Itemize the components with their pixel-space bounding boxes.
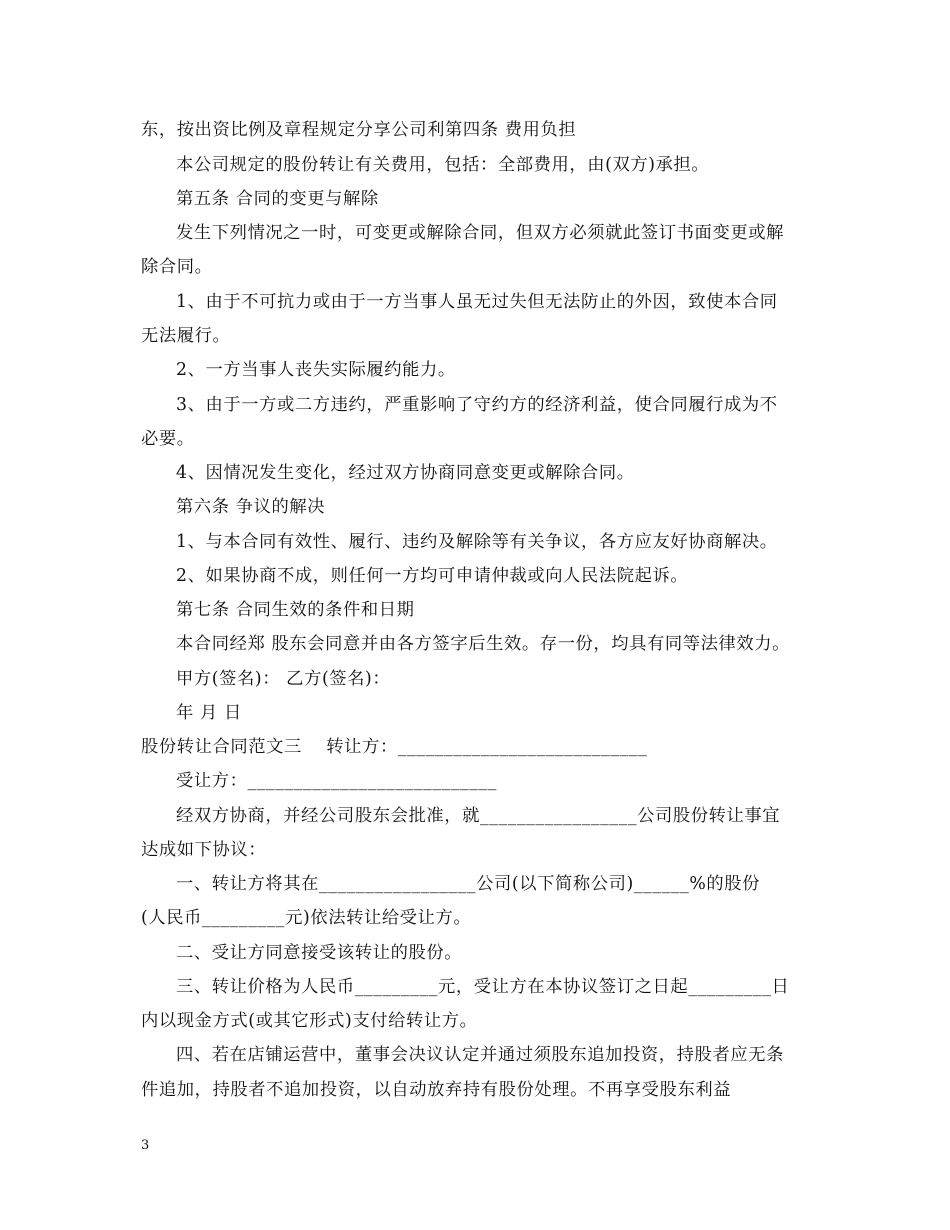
text-line: 内以现金方式(或其它形式)支付给转让方。	[141, 1011, 478, 1031]
text-line: 四、若在店铺运营中，董事会决议认定并通过须股东追加投资，持股者应无条	[176, 1045, 784, 1065]
text-line: 第六条 争议的解决	[176, 497, 326, 517]
text-line: 1、与本合同有效性、履行、违约及解除等有关争议，各方应友好协商解决。	[176, 532, 778, 552]
text-line: 甲方(签名)： 乙方(签名)：	[176, 669, 391, 689]
text-line: 股份转让合同范文三 转让方：___________________________	[141, 737, 648, 757]
text-line: 东，按出资比例及章程规定分享公司利第四条 费用负担	[141, 120, 577, 140]
text-line: 3、由于一方或二方违约，严重影响了守约方的经济利益，使合同履行成为不	[176, 395, 778, 415]
text-line: 4、因情况发生变化，经过双方协商同意变更或解除合同。	[176, 463, 635, 483]
text-line: 第五条 合同的变更与解除	[176, 189, 379, 209]
text-line: 本合同经郑 股东会同意并由各方签字后生效。存一份，均具有同等法律效力。	[176, 634, 791, 654]
text-line: 件追加，持股者不追加投资，以自动放弃持有股份处理。不再享受股东利益	[141, 1080, 732, 1100]
text-line: 一、转让方将其在_________________公司(以下简称公司)______%的股份	[176, 874, 760, 894]
text-line: 2、一方当事人丧失实际履约能力。	[176, 360, 456, 380]
text-line: 经双方协商，并经公司股东会批准，就_________________公司股份转让事宜	[176, 806, 781, 826]
text-line: 除合同。	[141, 257, 213, 277]
text-line: 年 月 日	[176, 703, 242, 723]
text-line: 三、转让价格为人民币_________元，受让方在本协议签订之日起_________日	[176, 977, 790, 997]
page-number: 3	[141, 1138, 150, 1153]
text-line: 1、由于不可抗力或由于一方当事人虽无过失但无法防止的外因，致使本合同	[176, 292, 778, 312]
text-line: 2、如果协商不成，则任何一方均可申请仲裁或向人民法院起诉。	[176, 566, 689, 586]
text-line: 受让方：___________________________	[176, 771, 498, 791]
text-line: 达成如下协议：	[141, 840, 267, 860]
text-line: 第七条 合同生效的条件和日期	[176, 600, 415, 620]
text-line: 二、受让方同意接受该转让的股份。	[176, 943, 463, 963]
text-line: 无法履行。	[141, 326, 231, 346]
text-line: 本公司规定的股份转让有关费用，包括：全部费用，由(双方)承担。	[176, 155, 710, 175]
text-line: 必要。	[141, 429, 195, 449]
text-line: (人民币_________元)依法转让给受让方。	[141, 908, 472, 928]
text-line: 发生下列情况之一时，可变更或解除合同，但双方必须就此签订书面变更或解	[176, 223, 784, 243]
